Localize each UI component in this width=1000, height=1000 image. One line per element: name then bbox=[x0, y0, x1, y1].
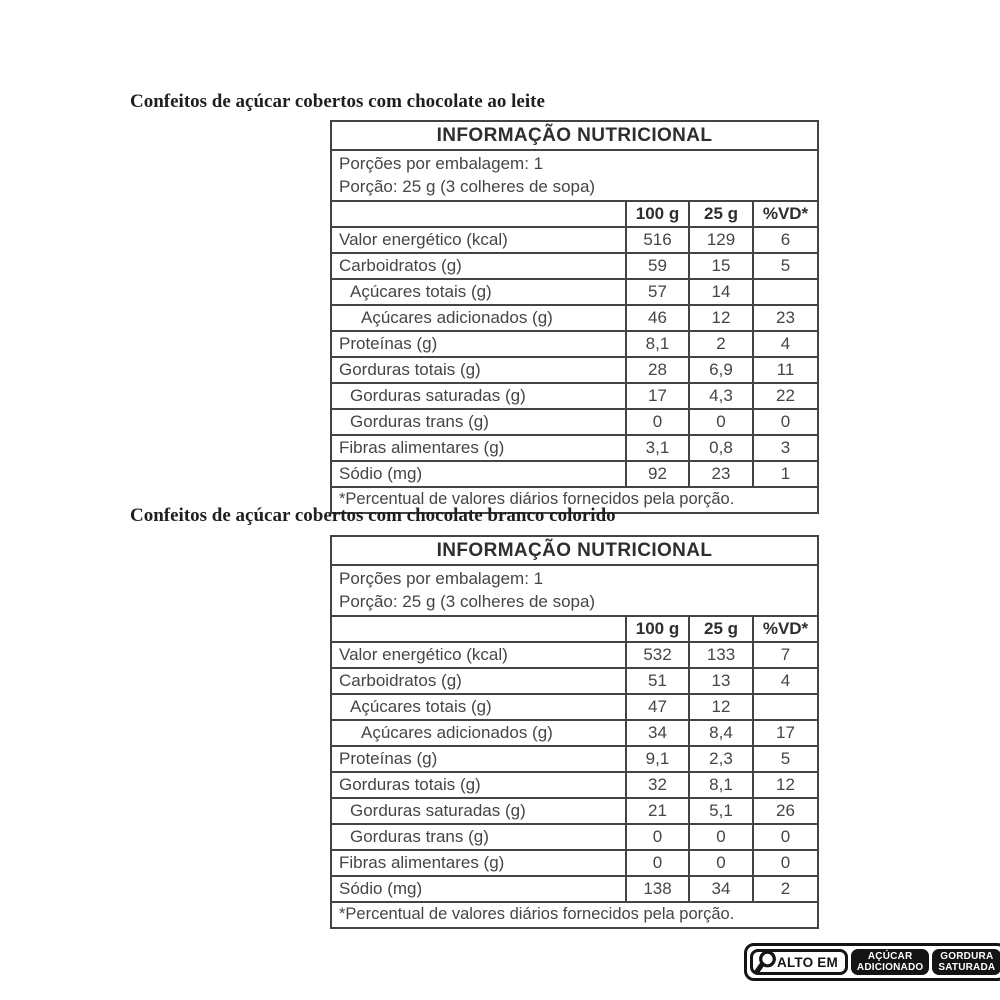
nutrient-value-vd: 12 bbox=[753, 772, 818, 798]
column-header-100g: 100 g bbox=[626, 616, 689, 642]
table-title-row bbox=[331, 536, 818, 565]
nutrient-row bbox=[331, 798, 818, 824]
nutrient-row bbox=[331, 642, 818, 668]
daily-values-footnote: *Percentual de valores diários fornecidos pela porção. bbox=[331, 902, 818, 928]
serving-size: Porção: 25 g (3 colheres de sopa) bbox=[339, 177, 596, 196]
nutrient-value-25g: 0 bbox=[689, 824, 753, 850]
nutrient-value-25g: 12 bbox=[689, 694, 753, 720]
nutrient-value-100g: 0 bbox=[626, 850, 689, 876]
nutrient-value-25g: 0 bbox=[689, 850, 753, 876]
nutrient-label: Sódio (mg) bbox=[331, 461, 626, 487]
nutrient-value-25g: 15 bbox=[689, 253, 753, 279]
nutrient-value-100g: 0 bbox=[626, 409, 689, 435]
nutrient-value-vd: 26 bbox=[753, 798, 818, 824]
nutrient-value-100g: 32 bbox=[626, 772, 689, 798]
nutrient-value-100g: 21 bbox=[626, 798, 689, 824]
nutrient-value-25g: 6,9 bbox=[689, 357, 753, 383]
nutrient-label: Gorduras trans (g) bbox=[331, 409, 626, 435]
nutrient-label: Açúcares adicionados (g) bbox=[331, 305, 626, 331]
column-header-25g: 25 g bbox=[689, 616, 753, 642]
nutrient-row bbox=[331, 772, 818, 798]
nutrient-value-vd: 0 bbox=[753, 824, 818, 850]
nutrient-row bbox=[331, 383, 818, 409]
nutrient-value-25g: 129 bbox=[689, 227, 753, 253]
nutrient-label: Carboidratos (g) bbox=[331, 253, 626, 279]
nutrient-value-25g: 0 bbox=[689, 409, 753, 435]
nutrient-row bbox=[331, 850, 818, 876]
nutrient-row bbox=[331, 435, 818, 461]
nutrient-value-100g: 532 bbox=[626, 642, 689, 668]
alto-em-pill bbox=[750, 949, 848, 975]
servings-per-package: Porções por embalagem: 1 bbox=[339, 569, 544, 588]
nutrient-label: Proteínas (g) bbox=[331, 331, 626, 357]
nutrient-value-100g: 0 bbox=[626, 824, 689, 850]
servings-cell bbox=[331, 565, 818, 616]
nutrient-value-100g: 3,1 bbox=[626, 435, 689, 461]
alto-em-label: ALTO EM bbox=[777, 954, 838, 970]
nutrient-row bbox=[331, 227, 818, 253]
column-header-25g: 25 g bbox=[689, 201, 753, 227]
nutrient-value-100g: 47 bbox=[626, 694, 689, 720]
nutrient-value-vd: 11 bbox=[753, 357, 818, 383]
nutrient-row bbox=[331, 305, 818, 331]
nutrient-label: Gorduras saturadas (g) bbox=[331, 383, 626, 409]
column-header-100g: 100 g bbox=[626, 201, 689, 227]
nutrient-value-vd: 6 bbox=[753, 227, 818, 253]
nutrient-value-100g: 17 bbox=[626, 383, 689, 409]
column-header-vd: %VD* bbox=[753, 616, 818, 642]
nutrient-value-100g: 59 bbox=[626, 253, 689, 279]
nutrition-table-milk-chocolate bbox=[330, 120, 819, 514]
nutrient-label: Carboidratos (g) bbox=[331, 668, 626, 694]
nutrient-value-vd bbox=[753, 694, 818, 720]
nutrient-value-25g: 133 bbox=[689, 642, 753, 668]
column-header-vd: %VD* bbox=[753, 201, 818, 227]
column-header-row bbox=[331, 616, 818, 642]
nutrient-value-25g: 2 bbox=[689, 331, 753, 357]
nutrient-value-25g: 13 bbox=[689, 668, 753, 694]
nutrient-value-vd: 4 bbox=[753, 331, 818, 357]
nutrient-value-vd: 3 bbox=[753, 435, 818, 461]
table-title-row bbox=[331, 121, 818, 150]
nutrient-row bbox=[331, 824, 818, 850]
nutrient-label: Gorduras totais (g) bbox=[331, 772, 626, 798]
nutrient-label: Açúcares adicionados (g) bbox=[331, 720, 626, 746]
nutrient-value-100g: 57 bbox=[626, 279, 689, 305]
nutrient-value-vd bbox=[753, 279, 818, 305]
footnote-row bbox=[331, 902, 818, 928]
nutrient-row bbox=[331, 876, 818, 902]
nutrient-value-25g: 23 bbox=[689, 461, 753, 487]
nutrient-label: Gorduras saturadas (g) bbox=[331, 798, 626, 824]
nutrient-label: Fibras alimentares (g) bbox=[331, 435, 626, 461]
warning-tag-line: GORDURA bbox=[940, 951, 994, 962]
nutrient-value-100g: 8,1 bbox=[626, 331, 689, 357]
nutrient-value-25g: 5,1 bbox=[689, 798, 753, 824]
nutrient-row bbox=[331, 279, 818, 305]
nutrient-row bbox=[331, 357, 818, 383]
column-header-row bbox=[331, 201, 818, 227]
nutrient-value-vd: 7 bbox=[753, 642, 818, 668]
warning-tag-saturated-fat bbox=[932, 949, 1000, 975]
nutrient-value-25g: 4,3 bbox=[689, 383, 753, 409]
magnifier-icon bbox=[754, 949, 777, 976]
nutrient-value-vd: 4 bbox=[753, 668, 818, 694]
nutrient-label: Proteínas (g) bbox=[331, 746, 626, 772]
table-title: INFORMAÇÃO NUTRICIONAL bbox=[331, 536, 818, 565]
nutrient-value-100g: 92 bbox=[626, 461, 689, 487]
nutrient-value-100g: 34 bbox=[626, 720, 689, 746]
nutrient-row bbox=[331, 668, 818, 694]
nutrient-value-100g: 138 bbox=[626, 876, 689, 902]
nutrition-table-white-chocolate bbox=[330, 535, 819, 929]
nutrient-value-25g: 8,4 bbox=[689, 720, 753, 746]
nutrient-value-vd: 2 bbox=[753, 876, 818, 902]
nutrient-value-vd: 22 bbox=[753, 383, 818, 409]
nutrient-value-vd: 1 bbox=[753, 461, 818, 487]
nutrient-value-100g: 46 bbox=[626, 305, 689, 331]
nutrient-value-25g: 0,8 bbox=[689, 435, 753, 461]
servings-row bbox=[331, 565, 818, 616]
nutrient-value-100g: 28 bbox=[626, 357, 689, 383]
nutrient-value-25g: 14 bbox=[689, 279, 753, 305]
nutrient-label: Valor energético (kcal) bbox=[331, 642, 626, 668]
serving-size: Porção: 25 g (3 colheres de sopa) bbox=[339, 592, 596, 611]
servings-row bbox=[331, 150, 818, 201]
product-title-white-chocolate: Confeitos de açúcar cobertos com chocolate branco colorido bbox=[130, 505, 616, 526]
nutrient-row bbox=[331, 409, 818, 435]
warning-tag-line: SATURADA bbox=[938, 962, 996, 973]
nutrient-value-vd: 0 bbox=[753, 409, 818, 435]
nutrient-value-100g: 51 bbox=[626, 668, 689, 694]
nutrient-label: Açúcares totais (g) bbox=[331, 694, 626, 720]
column-header-empty bbox=[331, 201, 626, 227]
nutrient-value-vd: 23 bbox=[753, 305, 818, 331]
nutrient-row bbox=[331, 461, 818, 487]
nutrient-label: Gorduras trans (g) bbox=[331, 824, 626, 850]
nutrient-value-25g: 2,3 bbox=[689, 746, 753, 772]
nutrient-value-25g: 34 bbox=[689, 876, 753, 902]
nutrient-row bbox=[331, 331, 818, 357]
nutrient-label: Açúcares totais (g) bbox=[331, 279, 626, 305]
nutrient-label: Sódio (mg) bbox=[331, 876, 626, 902]
daily-values-footnote: *Percentual de valores diários fornecidos pela porção. bbox=[331, 487, 818, 513]
high-in-warning-badge bbox=[744, 943, 1000, 981]
servings-per-package: Porções por embalagem: 1 bbox=[339, 154, 544, 173]
nutrient-row bbox=[331, 720, 818, 746]
nutrient-value-25g: 8,1 bbox=[689, 772, 753, 798]
nutrient-label: Valor energético (kcal) bbox=[331, 227, 626, 253]
nutrient-label: Fibras alimentares (g) bbox=[331, 850, 626, 876]
nutrient-value-vd: 0 bbox=[753, 850, 818, 876]
nutrient-row bbox=[331, 694, 818, 720]
product-title-milk-chocolate: Confeitos de açúcar cobertos com chocolate ao leite bbox=[130, 91, 545, 112]
warning-tag-line: ADICIONADO bbox=[856, 962, 924, 973]
nutrient-value-100g: 9,1 bbox=[626, 746, 689, 772]
nutrient-row bbox=[331, 746, 818, 772]
nutrient-value-100g: 516 bbox=[626, 227, 689, 253]
warning-tag-added-sugar bbox=[851, 949, 929, 975]
nutrient-row bbox=[331, 253, 818, 279]
nutrient-value-vd: 17 bbox=[753, 720, 818, 746]
nutrient-value-vd: 5 bbox=[753, 746, 818, 772]
column-header-empty bbox=[331, 616, 626, 642]
warning-tag-line: AÇÚCAR bbox=[867, 951, 913, 962]
table-title: INFORMAÇÃO NUTRICIONAL bbox=[331, 121, 818, 150]
nutrient-label: Gorduras totais (g) bbox=[331, 357, 626, 383]
nutrient-value-vd: 5 bbox=[753, 253, 818, 279]
nutrient-value-25g: 12 bbox=[689, 305, 753, 331]
servings-cell bbox=[331, 150, 818, 201]
